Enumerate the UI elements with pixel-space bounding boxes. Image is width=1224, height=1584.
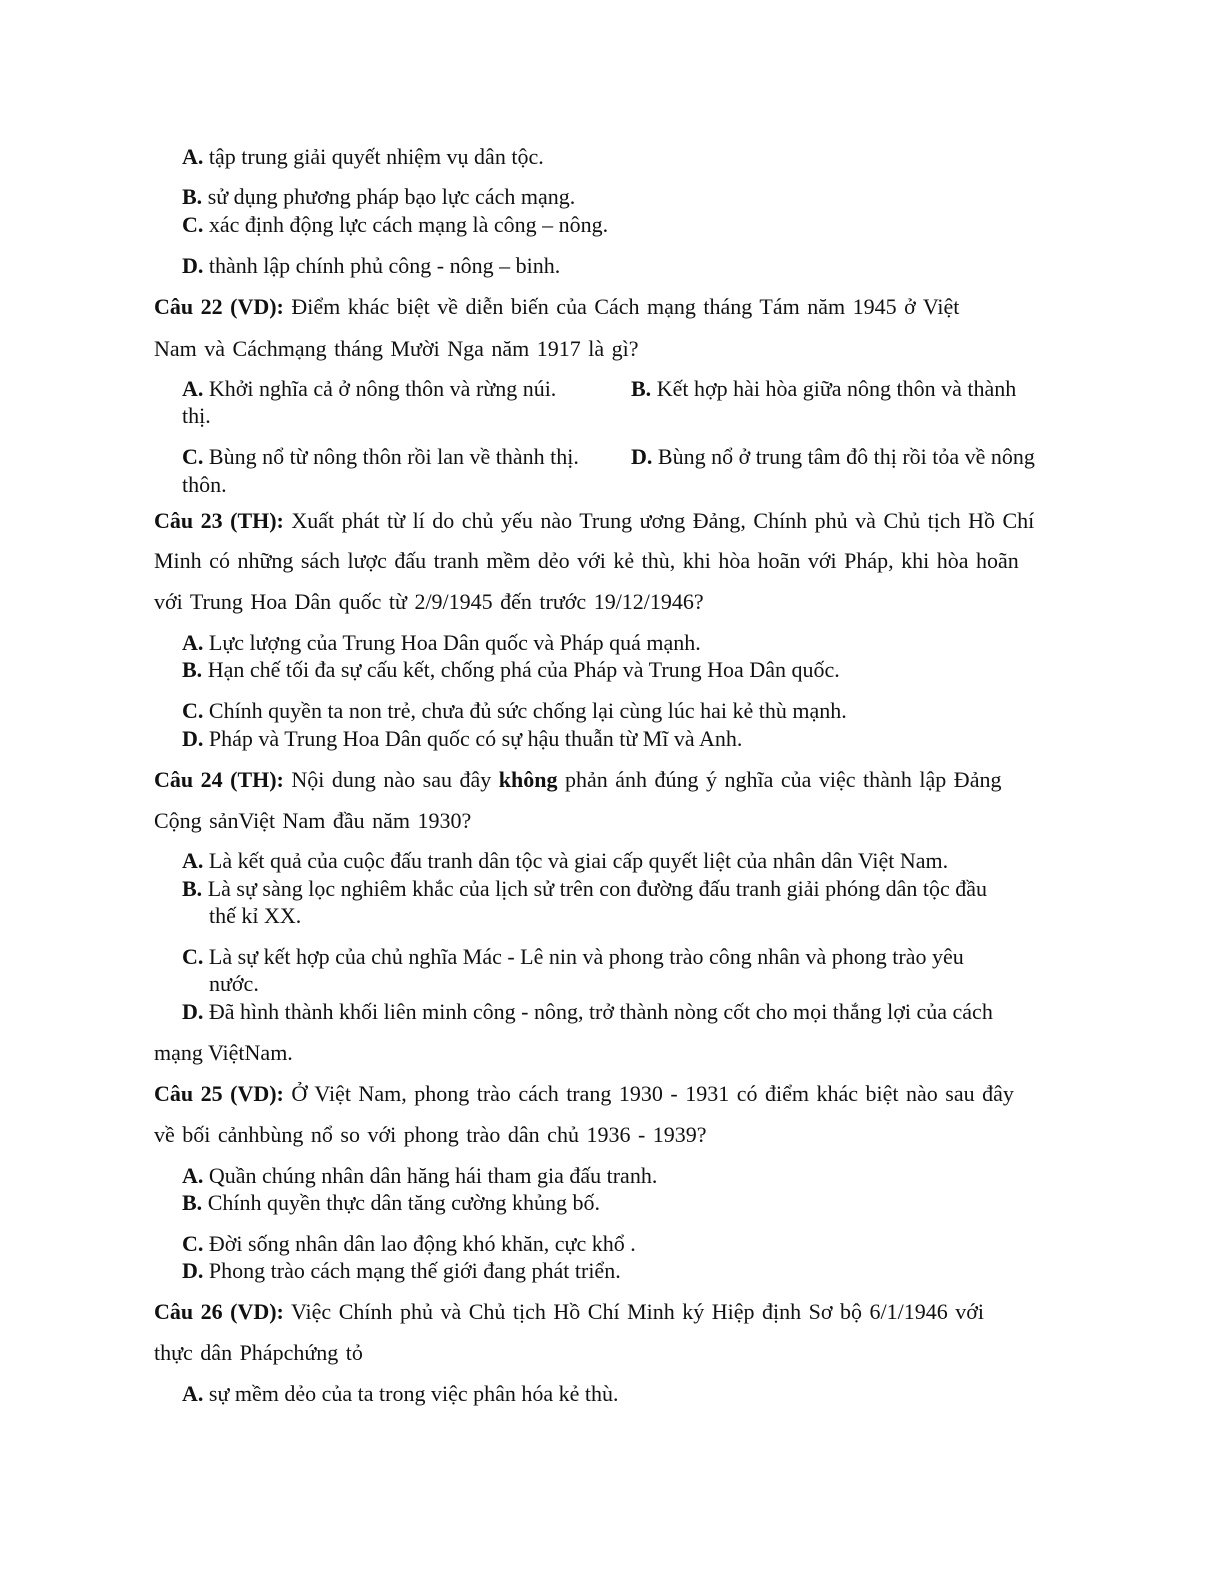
option-key: D. xyxy=(182,726,204,751)
option-text: Hạn chế tối đa sự cấu kết, chống phá của Pháp và Trung Hoa Dân quốc. xyxy=(202,657,840,682)
option-key: D. xyxy=(182,253,204,278)
q24-option-b-continuation: thế kỉ XX. xyxy=(209,903,302,928)
option-text: sự mềm dẻo của ta trong việc phân hóa kẻ thù. xyxy=(203,1381,619,1406)
option-text: Chính quyền thực dân tăng cường khủng bố. xyxy=(202,1190,601,1215)
option-text: Là sự kết hợp của chủ nghĩa Mác - Lê nin và phong trào công nhân và phong trào yêu xyxy=(203,944,964,969)
question-label: Câu 25 (VD): xyxy=(154,1081,284,1106)
option-text: thành lập chính phủ công - nông – binh. xyxy=(203,253,561,278)
q26-option-a xyxy=(182,1381,619,1407)
option-text: sử dụng phương pháp bạo lực cách mạng. xyxy=(202,184,576,209)
option-key: B. xyxy=(631,376,652,401)
option-key: C. xyxy=(182,698,204,723)
option-key: A. xyxy=(182,1381,204,1406)
q22-stem-line-2: Nam và Cáchmạng tháng Mười Nga năm 1917 là gì? xyxy=(154,336,639,361)
q25-stem-line-2: về bối cảnhbùng nổ so với phong trào dân chủ 1936 - 1939? xyxy=(154,1122,707,1147)
option-text: Bùng nổ từ nông thôn rồi lan về thành thị. xyxy=(203,444,579,469)
option-text: Quần chúng nhân dân hăng hái tham gia đấu tranh. xyxy=(203,1163,658,1188)
option-text: Là sự sàng lọc nghiêm khắc của lịch sử trên con đường đấu tranh giải phóng dân tộc đầu xyxy=(202,876,987,901)
q24-option-d-continuation: mạng ViệtNam. xyxy=(154,1040,293,1065)
option-text: Khởi nghĩa cả ở nông thôn và rừng núi. xyxy=(203,376,557,401)
q22-option-d xyxy=(631,444,1035,470)
option-key: B. xyxy=(182,657,203,682)
q23-option-d xyxy=(182,726,742,752)
option-text: Đã hình thành khối liên minh công - nông, trở thành nòng cốt cho mọi thắng lợi của cách xyxy=(203,999,993,1024)
option-key: B. xyxy=(182,184,203,209)
option-key: A. xyxy=(182,630,204,655)
q24-option-a xyxy=(182,848,948,874)
q23-option-c xyxy=(182,698,847,724)
q25-option-c xyxy=(182,1231,636,1257)
option-key: C. xyxy=(182,1231,204,1256)
option-text: Bùng nổ ở trung tâm đô thị rồi tỏa về nông xyxy=(652,444,1035,469)
q21-option-d xyxy=(182,253,560,279)
question-text: Việc Chính phủ và Chủ tịch Hồ Chí Minh ký Hiệp định Sơ bộ 6/1/1946 với xyxy=(283,1299,984,1324)
q24-stem-line-1 xyxy=(154,767,1001,793)
option-text: Chính quyền ta non trẻ, chưa đủ sức chống lại cùng lúc hai kẻ thù mạnh. xyxy=(203,698,847,723)
option-key: A. xyxy=(182,848,204,873)
option-key: B. xyxy=(182,1190,203,1215)
option-text: tập trung giải quyết nhiệm vụ dân tộc. xyxy=(203,144,544,169)
q22-option-a xyxy=(182,376,556,402)
q22-option-b xyxy=(631,376,1016,402)
option-key: C. xyxy=(182,212,204,237)
q25-option-d xyxy=(182,1258,621,1284)
question-label: Câu 22 (VD): xyxy=(154,294,284,319)
question-text-pre: Nội dung nào sau đây xyxy=(283,767,499,792)
option-key: D. xyxy=(182,1258,204,1283)
question-emphasis: không xyxy=(498,767,558,792)
q22-option-d-continuation: thôn. xyxy=(182,472,227,497)
option-key: A. xyxy=(182,376,204,401)
q24-option-b xyxy=(182,876,987,902)
q24-option-c-continuation: nước. xyxy=(209,971,259,996)
question-label: Câu 23 (TH): xyxy=(154,508,284,533)
option-key: C. xyxy=(182,944,204,969)
q23-option-a xyxy=(182,630,701,656)
option-key: D. xyxy=(631,444,653,469)
option-key: A. xyxy=(182,144,204,169)
q25-stem-line-1 xyxy=(154,1081,1014,1107)
q23-stem-line-1 xyxy=(154,508,1034,534)
question-text: Điểm khác biệt về diễn biến của Cách mạng tháng Tám năm 1945 ở Việt xyxy=(283,294,960,319)
question-label: Câu 24 (TH): xyxy=(154,767,284,792)
question-text: Ở Việt Nam, phong trào cách trang 1930 - 1931 có điểm khác biệt nào sau đây xyxy=(283,1081,1014,1106)
q24-option-c xyxy=(182,944,964,970)
q25-option-b xyxy=(182,1190,600,1216)
question-text: Xuất phát từ lí do chủ yếu nào Trung ương Đảng, Chính phủ và Chủ tịch Hồ Chí xyxy=(283,508,1035,533)
q21-option-b xyxy=(182,184,575,210)
option-key: B. xyxy=(182,876,203,901)
q25-option-a xyxy=(182,1163,657,1189)
option-text: Là kết quả của cuộc đấu tranh dân tộc và giai cấp quyết liệt của nhân dân Việt Nam. xyxy=(203,848,949,873)
q23-option-b xyxy=(182,657,840,683)
q24-option-d xyxy=(182,999,993,1025)
q26-stem-line-2: thực dân Phápchứng tỏ xyxy=(154,1340,363,1365)
option-text: xác định động lực cách mạng là công – nông. xyxy=(203,212,609,237)
option-text: Phong trào cách mạng thế giới đang phát triển. xyxy=(203,1258,621,1283)
q23-stem-line-3: với Trung Hoa Dân quốc từ 2/9/1945 đến trước 19/12/1946? xyxy=(154,589,704,614)
question-text-post: phản ánh đúng ý nghĩa của việc thành lập Đảng xyxy=(557,767,1002,792)
option-key: C. xyxy=(182,444,204,469)
q23-stem-line-2: Minh có những sách lược đấu tranh mềm dẻo với kẻ thù, khi hòa hoãn với Pháp, khi hòa hoãn xyxy=(154,548,1019,573)
q21-option-a xyxy=(182,144,544,170)
q24-stem-line-2: Cộng sảnViệt Nam đầu năm 1930? xyxy=(154,808,472,833)
q26-stem-line-1 xyxy=(154,1299,984,1325)
q22-option-b-continuation: thị. xyxy=(182,403,211,428)
option-text: Đời sống nhân dân lao động khó khăn, cực khổ . xyxy=(203,1231,636,1256)
option-text: Lực lượng của Trung Hoa Dân quốc và Pháp quá mạnh. xyxy=(203,630,701,655)
q22-stem-line-1 xyxy=(154,294,959,320)
option-text: Pháp và Trung Hoa Dân quốc có sự hậu thuẫn từ Mĩ và Anh. xyxy=(203,726,743,751)
option-key: D. xyxy=(182,999,204,1024)
q22-option-c xyxy=(182,444,579,470)
q21-option-c xyxy=(182,212,608,238)
option-key: A. xyxy=(182,1163,204,1188)
question-label: Câu 26 (VD): xyxy=(154,1299,284,1324)
option-text: Kết hợp hài hòa giữa nông thôn và thành xyxy=(651,376,1017,401)
